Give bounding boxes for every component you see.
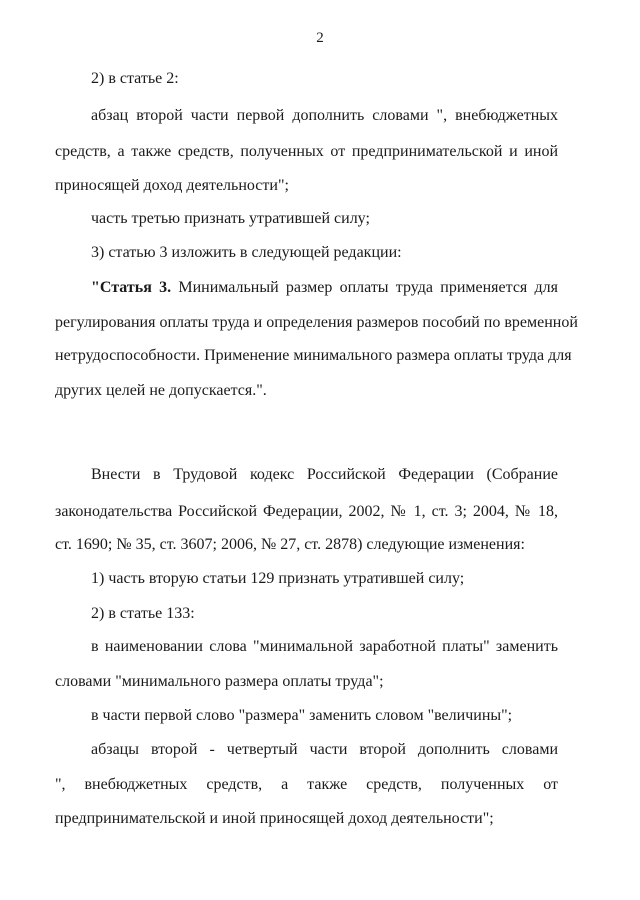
paragraph-line: ", внебюджетных средств, а также средств, полученных от [55,776,558,793]
paragraph-line: законодательства Российской Федерации, 2002, № 1, ст. 3; 2004, № 18, [55,503,558,520]
quoted-article-line [91,279,558,297]
paragraph-line: предпринимательской и иной приносящей доход деятельности"; [55,810,494,827]
paragraph-line: 2) в статье 2: [91,70,179,87]
paragraph-line: словами "минимального размера оплаты труда"; [55,673,384,690]
paragraph-line: 1) часть вторую статьи 129 признать утратившей силу; [91,570,465,587]
paragraph-line: абзацы второй - четвертый части второй дополнить словами [91,741,558,758]
paragraph-line: ст. 1690; № 35, ст. 3607; 2006, № 27, ст. 2878) следующие изменения: [55,536,525,553]
paragraph-line: часть третью признать утратившей силу; [91,210,370,227]
page-number: 2 [316,30,324,46]
quoted-article-text: Минимальный размер оплаты труда применяется для [178,279,559,296]
paragraph-line: других целей не допускается.". [55,382,267,399]
paragraph-line: регулирования оплаты труда и определения размеров пособий по временной [55,314,578,331]
paragraph-line: 3) статью 3 изложить в следующей редакции: [91,244,402,261]
paragraph-line: Внести в Трудовой кодекс Российской Федерации (Собрание [91,466,558,483]
quoted-article-title: "Статья 3. [91,279,172,296]
paragraph-line: в наименовании слова "минимальной заработной платы" заменить [91,638,558,655]
paragraph-line: приносящей доход деятельности"; [55,177,289,194]
paragraph-line: 2) в статье 133: [91,605,195,622]
paragraph-line: средств, а также средств, полученных от предпринимательской и иной [55,143,558,160]
paragraph-line: в части первой слово "размера" заменить словом "величины"; [91,707,513,724]
paragraph-line: нетрудоспособности. Применение минимального размера оплаты труда для [55,347,572,364]
paragraph-line: абзац второй части первой дополнить словами ", внебюджетных [91,107,558,124]
